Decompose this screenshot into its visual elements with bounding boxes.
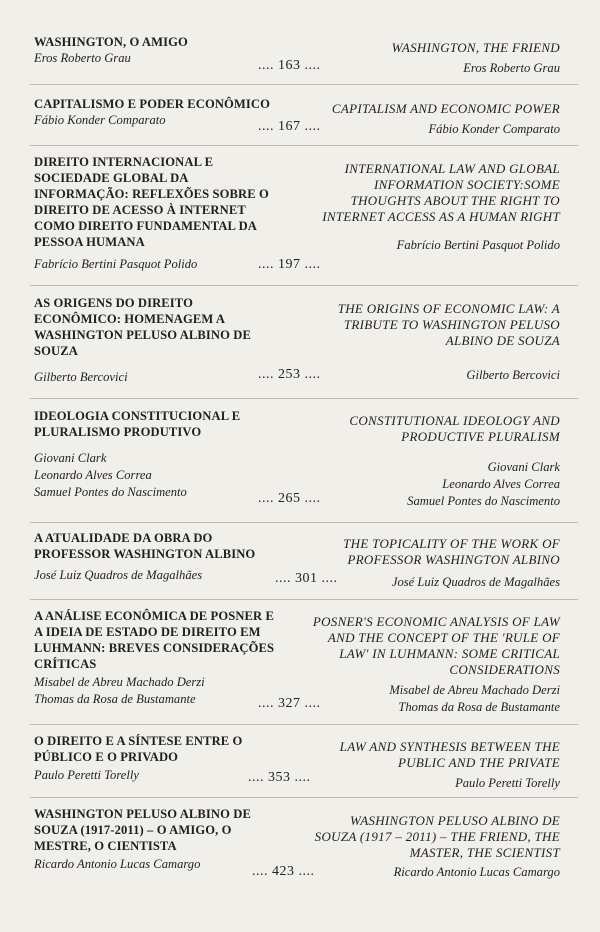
portuguese-title: A ANÁLISE ECONÔMICA DE POSNER E A IDEIA DE ESTADO DE DIREITO EM LUHMANN: BREVES CONSIDERAÇÕES CRÍTICAS [34,609,275,671]
english-column [310,413,560,510]
divider [30,145,578,146]
portuguese-title: A ATUALIDADE DA OBRA DO PROFESSOR WASHINGTON ALBINO [34,531,256,561]
page-number: .... 167 .... [258,119,321,134]
english-title: CONSTITUTIONAL IDEOLOGY AND PRODUCTIVE PLURALISM [349,413,560,444]
portuguese-title: O DIREITO E A SÍNTESE ENTRE O PÚBLICO E O PRIVADO [34,734,243,764]
divider [30,724,578,725]
author: Leonardo Alves Correa [34,468,152,482]
english-title: THE TOPICALITY OF THE WORK OF PROFESSOR WASHINGTON ALBINO [343,536,560,567]
author: Giovani Clark [487,460,560,474]
portuguese-column [34,608,279,708]
portuguese-column [34,733,259,784]
author: Ricardo Antonio Lucas Camargo [393,865,560,879]
divider [30,84,578,85]
english-column [310,739,560,792]
english-title: WASHINGTON, THE FRIEND [391,40,560,55]
page-number: .... 163 .... [258,58,321,73]
portuguese-column [34,96,289,129]
page-number: .... 327 .... [258,696,321,711]
english-title: WASHINGTON PELUSO ALBINO DE SOUZA (1917 – 2011) – THE FRIEND, THE MASTER, THE SCIENTIST [314,813,560,860]
portuguese-title: DIREITO INTERNACIONAL E SOCIEDADE GLOBAL DA INFORMAÇÃO: REFLEXÕES SOBRE O DIREITO DE ACESSO À INTERNET COMO DIREITO FUNDAMENTAL DA PESSOA HUMANA [34,155,269,249]
divider [30,285,578,286]
author: Giovani Clark [34,451,107,465]
author: Fábio Konder Comparato [428,122,560,136]
author: Paulo Peretti Torelly [455,776,560,790]
portuguese-title: AS ORIGENS DO DIREITO ECONÔMICO: HOMENAGEM A WASHINGTON PELUSO ALBINO DE SOUZA [34,296,251,358]
english-column [310,614,560,716]
portuguese-column [34,154,276,273]
portuguese-column [34,295,269,386]
author: Paulo Peretti Torelly [34,768,139,782]
author: Samuel Pontes do Nascimento [34,485,187,499]
english-title: CAPITALISM AND ECONOMIC POWER [331,101,560,116]
author: Thomas da Rosa de Bustamante [398,700,560,714]
portuguese-title: WASHINGTON, O AMIGO [34,35,188,49]
english-title: POSNER'S ECONOMIC ANALYSIS OF LAW AND THE CONCEPT OF THE 'RULE OF LAW' IN LUHMANN: SOME CRITICAL CONSIDERATIONS [312,614,560,677]
divider [30,398,578,399]
author: Leonardo Alves Correa [442,477,560,491]
portuguese-column [34,34,289,67]
page-number: .... 197 .... [258,257,321,272]
portuguese-column [34,530,269,584]
english-column [310,301,560,384]
author: José Luiz Quadros de Magalhães [34,568,203,582]
portuguese-title: CAPITALISMO E PODER ECONÔMICO [34,97,271,111]
portuguese-title: IDEOLOGIA CONSTITUCIONAL E PLURALISMO PRODUTIVO [34,409,241,439]
author: Eros Roberto Grau [34,51,131,65]
divider [30,599,578,600]
portuguese-column [34,408,259,501]
page-number: .... 301 .... [275,571,338,586]
english-column [310,813,560,881]
author: Thomas da Rosa de Bustamante [34,692,196,706]
portuguese-column [34,806,264,873]
english-column [310,101,560,138]
author: Misabel de Abreu Machado Derzi [389,683,560,697]
author: Gilberto Bercovici [466,368,560,382]
author: Ricardo Antonio Lucas Camargo [34,857,201,871]
english-column [310,161,560,254]
english-title: INTERNATIONAL LAW AND GLOBAL INFORMATION SOCIETY:SOME THOUGHTS ABOUT THE RIGHT TO INTERNET ACCESS AS A HUMAN RIGHT [322,161,560,224]
portuguese-title: WASHINGTON PELUSO ALBINO DE SOUZA (1917-2011) – O AMIGO, O MESTRE, O CIENTISTA [34,807,251,853]
author: Samuel Pontes do Nascimento [407,494,560,508]
page-number: .... 423 .... [252,864,315,879]
author: Misabel de Abreu Machado Derzi [34,675,205,689]
author: José Luiz Quadros de Magalhães [391,575,560,589]
english-column [310,40,560,77]
english-column [310,536,560,591]
english-title: THE ORIGINS OF ECONOMIC LAW: A TRIBUTE TO WASHINGTON PELUSO ALBINO DE SOUZA [337,301,560,348]
author: Fábio Konder Comparato [34,113,166,127]
author: Eros Roberto Grau [463,61,560,75]
author: Fabrício Bertini Pasquot Polido [396,238,560,252]
divider [30,522,578,523]
page-number: .... 253 .... [258,367,321,382]
author: Fabrício Bertini Pasquot Polido [34,257,198,271]
page-number: .... 353 .... [248,770,311,785]
divider [30,797,578,798]
english-title: LAW AND SYNTHESIS BETWEEN THE PUBLIC AND THE PRIVATE [339,739,560,770]
page-number: .... 265 .... [258,491,321,506]
author: Gilberto Bercovici [34,370,128,384]
